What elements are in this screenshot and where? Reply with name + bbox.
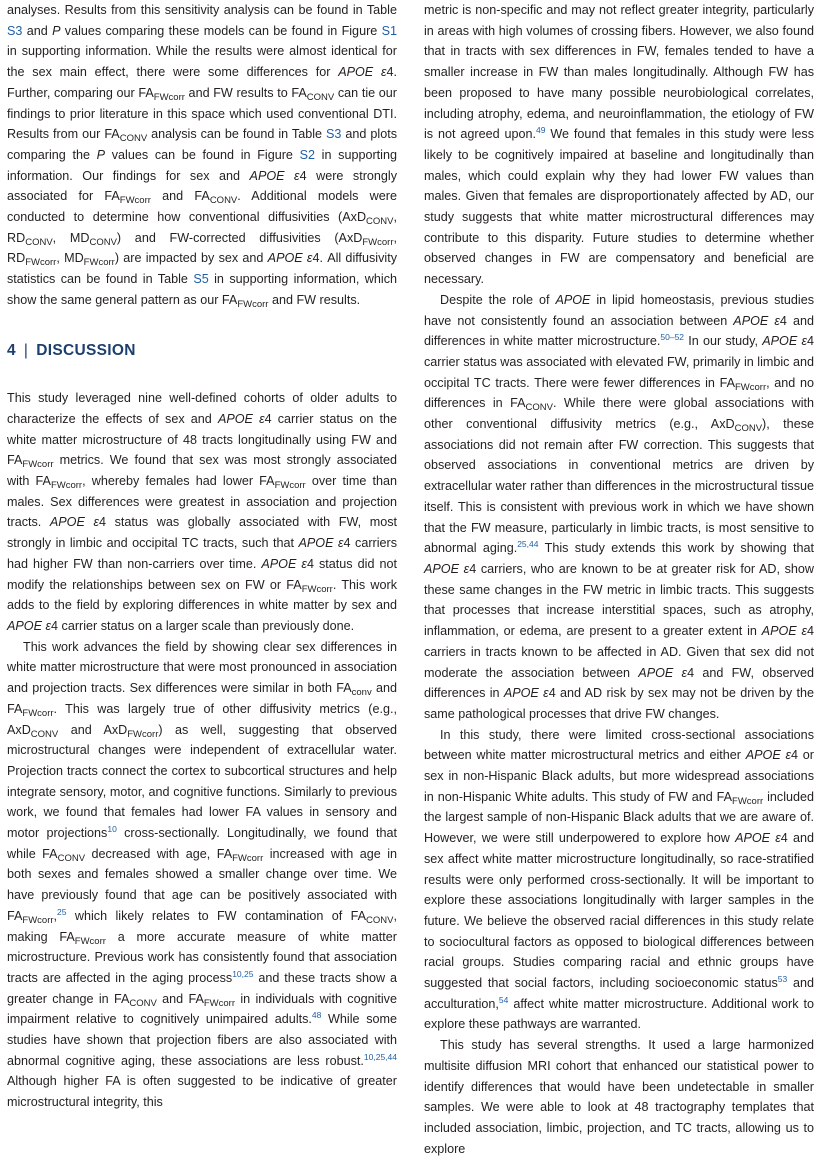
subscript: FWcorr — [119, 195, 151, 207]
subscript: FWcorr — [50, 480, 83, 492]
subscript: CONV — [25, 236, 53, 248]
section-number: 4 — [7, 341, 16, 359]
section-title: DISCUSSION — [36, 341, 136, 359]
citation-ref[interactable]: 53 — [777, 974, 788, 985]
body-paragraph: In this study, there were limited cross-sectional associations between white matter microstructural metrics and either APOE ε4 or sex in non-Hispanic Black adults, but more widespread associations in non-Hispanic White adults. This study of FW and $FA_{FWcorr}$ included the largest sample of non-Hispanic Black adults that we are aware of. However, we were still underpowered to explore how APOE ε4 and sex affect white matter microstructure longitudinally, so race-stratified results were only performed cross-sectionally. It will be important to explore these associations longitudinally with larger samples in the future. We believe the observed racial differences in this study relate to sociocultural factors as opposed to biological differences between racial groups. Studies comparing racial and ethnic groups have suggested that social factors, including socioeconomic status$^{53}$ and acculturation,$^{54}$ affect white matter microstructure. Additional work to explore these pathways are warranted. — [424, 727, 815, 1032]
subscript: CONV — [119, 133, 148, 145]
citation-ref[interactable]: 54 — [498, 994, 509, 1005]
subscript: FWcorr — [362, 236, 394, 248]
subscript: CONV — [30, 728, 59, 740]
right-column — [424, 0, 814, 1159]
subscript: FWcorr — [25, 257, 57, 269]
subscript: FWcorr — [22, 914, 54, 926]
subscript: CONV — [734, 423, 763, 435]
section-heading — [7, 311, 397, 389]
body-paragraph: analyses. Results from this sensitivity analysis can be found in Table S3 and P values comparing these models can be found in Figure S1 in supporting information. While the results were almost identical for the sex main effect, there were some differences for APOE ε4. Further, comparing our $FA_{FWcorr}$ and FW results to $FA_{CONV}$ can tie our findings to prior literature in this space which used conventional DTI. Results from our $FA_{CONV}$ analysis can be found in Table S3 and plots comparing the P values can be found in Figure S2 in supporting information. Our findings for sex and APOE ε4 were strongly associated for $FA_{FWcorr}$ and $FA_{CONV}$. Additional models were conducted to determine how conventional diffusivities (AxD$_{CONV}$, $RD_{CONV}$, $MD_{CONV}$) and FW-corrected diffusivities (AxD$_{FWcorr}$, $RD_{FWcorr}$, $MD_{FWcorr}$) are impacted by sex and APOE ε4. All diffusivity statistics can be found in Table S5 in supporting information, which show the same general pattern as our $FA_{FWcorr}$ and FW results. — [7, 3, 398, 310]
subscript: CONV — [57, 852, 86, 864]
subscript: FWcorr — [732, 795, 764, 807]
citation-ref[interactable]: 25,44 — [517, 539, 539, 550]
body-paragraph: This study leveraged nine well-defined cohorts of older adults to characterize the effects of sex and APOE ε4 carrier status on the white matter microstructure of 48 tracts longitudinally using FW and $FA_{FWcorr}$ metrics. We found that sex was most strongly associated with $FA_{FWcorr}$, whereby females had lower $FA_{FWcorr}$ over time than males. Sex differences were greatest in association and projection tracts. APOE ε4 status was globally associated with FW, most strongly in limbic and occipital TC tracts, such that APOE ε4 carriers had higher FW than non-carriers over time. APOE ε4 status did not modify the relationships between sex on FW or $FA_{FWcorr}$. This work adds to the field by exploring differences in white matter by sex and APOE ε4 carrier status on a larger scale than previously done. — [7, 391, 398, 633]
body-paragraph: Despite the role of APOE in lipid homeostasis, previous studies have not consistently found an association between APOE ε4 and differences in white matter microstructure.$^{50-52}$ In our study, APOE ε4 carrier status was associated with elevated FW, primarily in limbic and occipital TC tracts. There were fewer differences in $FA_{FWcorr}$, and no differences in $FA_{CONV}$. While there were global associations with other conventional diffusivity metrics (e.g., AxD$_{CONV}$), these associations did not remain after FW correction. This suggests that observed associations in conventional metrics are driven by extracellular water rather than differences in the microstructural tissue itself. This is consistent with previous work in which we have shown that the FW measure, particularly in limbic tracts, is most sensitive to abnormal aging.$^{25,44}$ This study extends this work by showing that APOE ε4 carriers, who are known to be at greater risk for AD, show these same changes in the FW metric in limbic tracts. This suggests that processes that increase interstitial spaces, such as atrophy, inflammation, or edema, are present to a greater extent in APOE ε4 carriers in tracts known to be affected in AD. Given that sex did not moderate the association between APOE ε4 and FW, observed differences in APOE ε4 and AD risk by sex may not be driven by the same pathological processes that drive FW changes. — [424, 292, 815, 721]
subscript: FWcorr — [22, 707, 54, 719]
body-paragraph: This study has several strengths. It used a large harmonized multisite diffusion MRI cohort that enhanced our statistical power to identify differences that would have been undetectable in smaller samples. We were able to look at 48 tractography templates that included association, limbic, projection, and TC tracts, allowing us to explore — [424, 1038, 814, 1156]
subscript: CONV — [525, 402, 553, 414]
subscript: FWcorr — [153, 91, 185, 103]
subscript: FWcorr — [274, 480, 306, 492]
subscript: FWcorr — [83, 257, 115, 269]
citation-ref[interactable]: 10,25 — [232, 968, 254, 979]
subscript: FWcorr — [301, 583, 333, 595]
supplement-link[interactable]: S2 — [299, 147, 315, 162]
subscript: FWcorr — [74, 935, 106, 947]
citation-ref[interactable]: 10 — [107, 824, 117, 835]
supplement-link[interactable]: S3 — [326, 127, 342, 142]
citation-ref[interactable]: 10,25,44 — [363, 1051, 397, 1062]
subscript: FWcorr — [232, 852, 264, 864]
subscript: CONV — [366, 914, 394, 926]
body-paragraph: This work advances the field by showing clear sex differences in white matter microstructure that were most pronounced in association and projection tracts. Sex differences were similar in both $FA_{conv}$ and $FA_{FWcorr}$. This was largely true of other diffusivity metrics (e.g., AxD$_{CONV}$ and AxD$_{FWcorr}$) as well, suggesting that observed microstructural changes were independent of extracellular water. Projection tracts connect the cortex to subcortical structures and help integrate sensory, motor, and cognitive functions. Similarly to previous work, we found that females had lower FA values in sensory and motor projections$^{10}$ cross-sectionally. Longitudinally, we found that while $FA_{CONV}$ decreased with age, $FA_{FWcorr}$ increased with age in both sexes and females showed a smaller change over time. We have previously found that age can be positively associated with $FA_{FWcorr},^{25}$ which likely relates to FW contamination of $FA_{CONV}$, making $FA_{FWcorr}$ a more accurate measure of white matter microstructure. Previous work has consistently found that association tracts are affected in the aging process$^{10,25}$ and these tracts show a greater change in $FA_{CONV}$ and $FA_{FWcorr}$ in individuals with cognitive impairment relative to cognitively unimpaired adults.$^{48}$ While some studies have shown that projection fibers are also associated with abnormal cognitive aging, these associations are less robust.$^{10,25,44}$ Although higher FA is often suggested to be indicative of greater microstructural integrity, this — [7, 639, 398, 1110]
citation-ref[interactable]: 48 — [311, 1010, 322, 1021]
supplement-link[interactable]: S5 — [193, 272, 209, 287]
supplement-link[interactable]: S1 — [381, 23, 397, 38]
citation-ref[interactable]: 50–52 — [660, 332, 685, 343]
subscript: CONV — [306, 91, 335, 103]
subscript: CONV — [89, 236, 117, 248]
body-paragraph: metric is non-specific and may not reflect greater integrity, particularly in areas with high volumes of crossing fibers. However, we also found that in tracts with sex differences in FW, females tended to have a smaller increase in FW than males longitudinally. Although FW has been proposed to have many possible neurobiological correlates, including atrophy, edema, and neuroinflammation, the etiology of FW is not agreed upon.$^{49}$ We found that females in this study were less likely to be cognitively impaired at baseline and longitudinally than males, which could explain why they had lower FW values than males. Given that females are disproportionately affected by AD, our study suggests that white matter microstructural differences may contribute to this disparity. Future studies to determine whether observed changes in FW are compensatory and beneficial are necessary. — [424, 3, 814, 287]
subscript: FWcorr — [237, 298, 269, 310]
subscript: conv — [351, 687, 372, 699]
subscript: FWcorr — [22, 459, 54, 471]
subscript: CONV — [366, 216, 394, 228]
citation-ref[interactable]: 49 — [536, 125, 546, 136]
subscript: CONV — [129, 997, 157, 1009]
citation-ref[interactable]: 25 — [57, 906, 67, 917]
subscript: FWcorr — [735, 381, 767, 393]
subscript: FWcorr — [203, 997, 236, 1009]
subscript: CONV — [209, 195, 238, 207]
left-column — [7, 0, 397, 1113]
heading-separator: | — [23, 341, 29, 359]
supplement-link[interactable]: S3 — [7, 23, 23, 38]
subscript: FWcorr — [127, 728, 159, 740]
